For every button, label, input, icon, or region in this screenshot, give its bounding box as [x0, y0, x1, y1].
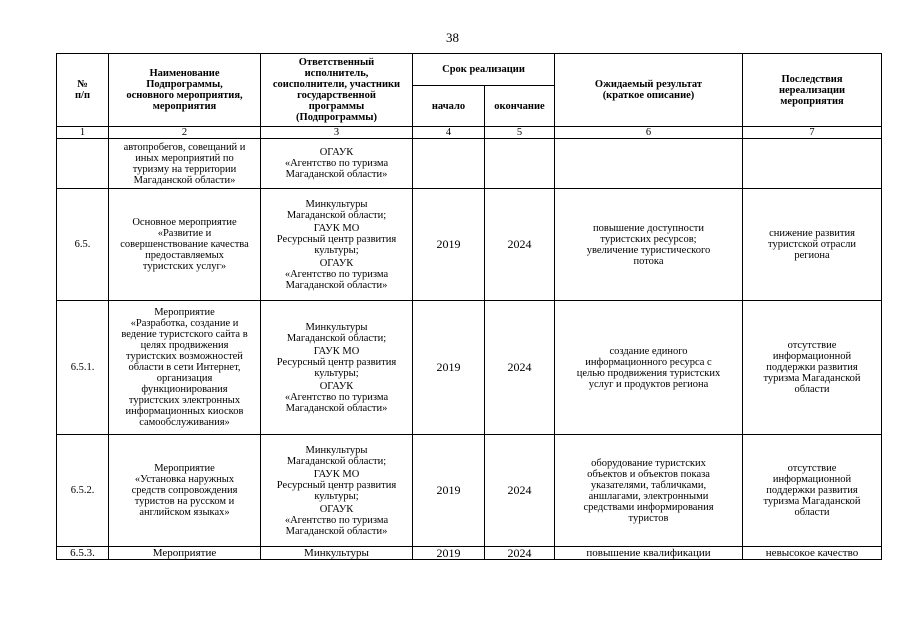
row-number: 6.5.1. [57, 301, 109, 435]
row-start: 2019 [413, 547, 485, 560]
row-result: оборудование туристских объектов и объектов показа указателями, табличками, аншлагами, электронными средствами информирования туристов [555, 435, 743, 547]
column-number: 5 [485, 127, 555, 139]
column-number: 6 [555, 127, 743, 139]
row-name: Мероприятие «Разработка, создание и ведение туристского сайта в целях продвижения туристских возможностей области в сети Интернет, организация функционирования туристских электронных информационных киосков самообслуживания» [109, 301, 261, 435]
responsible-entity: ГАУК МО Ресурсный центр развития культуры; [276, 468, 397, 502]
header-end: окончание [485, 86, 555, 127]
table-row [57, 139, 882, 189]
table-row [57, 435, 882, 547]
row-end: 2024 [485, 547, 555, 560]
row-start: 2019 [413, 435, 485, 547]
row-start: 2019 [413, 189, 485, 301]
responsible-entity: ОГАУК «Агентство по туризма Магаданской области» [284, 147, 389, 180]
row-name: Мероприятие «Установка наружных средств сопровождения туристов на русском и английском языках» [109, 435, 261, 547]
row-responsible [261, 139, 413, 189]
header-period: Срок реализации [413, 54, 555, 86]
row-name: Основное мероприятие «Развитие и совершенствование качества предоставляемых туристских услуг» [109, 189, 261, 301]
row-result: создание единого информационного ресурса с целью продвижения туристских услуг и продуктов региона [555, 301, 743, 435]
row-consequence: отсутствие информационной поддержки развития туризма Магаданской области [743, 301, 882, 435]
row-start: 2019 [413, 301, 485, 435]
row-number [57, 139, 109, 189]
column-number: 4 [413, 127, 485, 139]
row-end: 2024 [485, 189, 555, 301]
row-name: автопробегов, совещаний и иных мероприятий по туризму на территории Магаданской области» [109, 139, 261, 189]
program-table [56, 53, 882, 560]
table-row [57, 189, 882, 301]
row-start [413, 139, 485, 189]
responsible-entity: ГАУК МО Ресурсный центр развития культуры; [276, 345, 397, 379]
row-consequence: отсутствие информационной поддержки развития туризма Магаданской области [743, 435, 882, 547]
header-start: начало [413, 86, 485, 127]
row-consequence: снижение развития туристской отрасли региона [743, 189, 882, 301]
responsible-entity: ГАУК МО Ресурсный центр развития культуры; [276, 222, 397, 256]
row-responsible [261, 189, 413, 301]
responsible-entity: ОГАУК «Агентство по туризма Магаданской области» [284, 257, 389, 291]
row-consequence: невысокое качество [743, 547, 882, 560]
column-number: 7 [743, 127, 882, 139]
header-name: Наименование Подпрограммы, основного мероприятия, мероприятия [109, 54, 261, 127]
table-row [57, 547, 882, 560]
row-result [555, 139, 743, 189]
table-row [57, 301, 882, 435]
header-consequence: Последствия нереализации мероприятия [743, 54, 882, 127]
header-number: № п/п [57, 54, 109, 127]
header-responsible: Ответственный исполнитель, соисполнители, участники государственной программы (Подпрограммы) [261, 54, 413, 127]
row-result: повышение доступности туристских ресурсов; увеличение туристического потока [555, 189, 743, 301]
row-name: Мероприятие [109, 547, 261, 560]
column-number: 1 [57, 127, 109, 139]
row-end [485, 139, 555, 189]
row-end: 2024 [485, 301, 555, 435]
row-responsible [261, 547, 413, 560]
responsible-entity: ОГАУК «Агентство по туризма Магаданской области» [284, 503, 389, 537]
column-number: 3 [261, 127, 413, 139]
row-number: 6.5. [57, 189, 109, 301]
header-result: Ожидаемый результат (краткое описание) [555, 54, 743, 127]
row-number: 6.5.2. [57, 435, 109, 547]
column-number: 2 [109, 127, 261, 139]
row-end: 2024 [485, 435, 555, 547]
row-responsible [261, 301, 413, 435]
responsible-entity: ОГАУК «Агентство по туризма Магаданской области» [284, 380, 389, 414]
row-consequence [743, 139, 882, 189]
row-number: 6.5.3. [57, 547, 109, 560]
row-result: повышение квалификации [555, 547, 743, 560]
row-responsible [261, 435, 413, 547]
responsible-entity: Минкультуры Магаданской области; [286, 198, 387, 221]
responsible-entity: Минкультуры Магаданской области; [286, 321, 387, 344]
responsible-entity: Минкультуры [304, 546, 369, 559]
page-number: 38 [446, 30, 459, 45]
responsible-entity: Минкультуры Магаданской области; [286, 444, 387, 467]
